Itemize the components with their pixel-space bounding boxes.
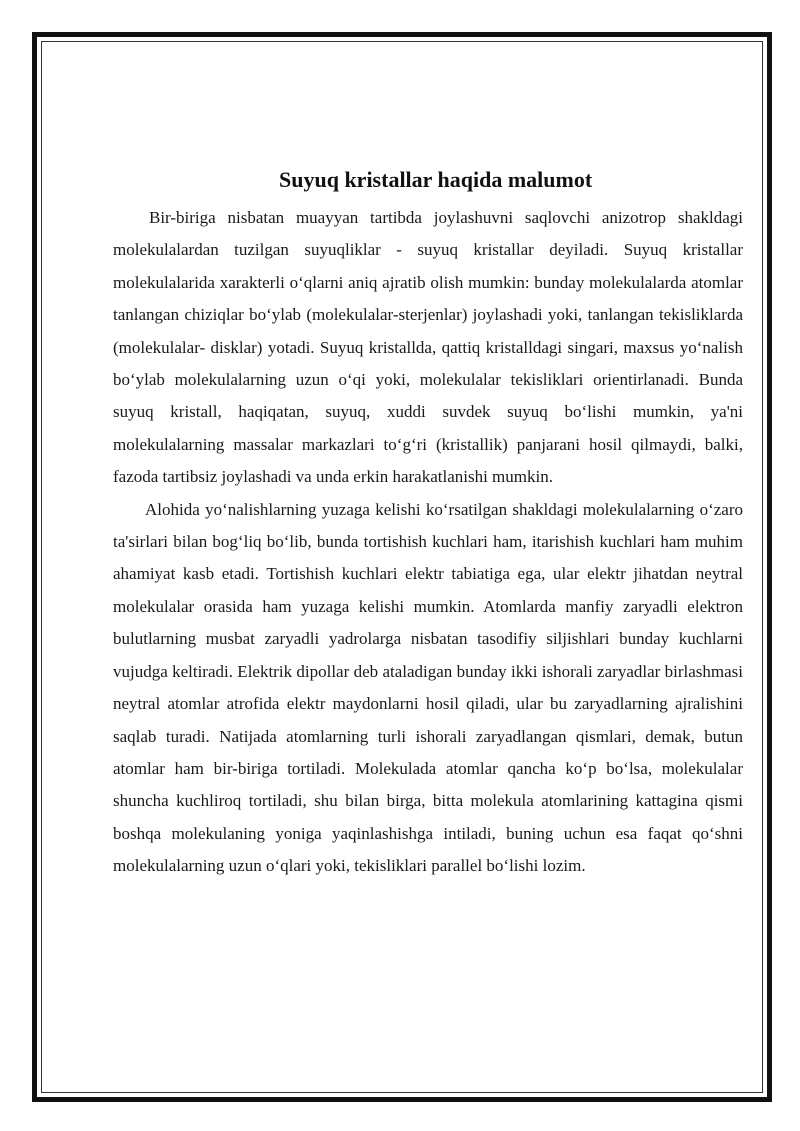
document-body: [113, 162, 743, 883]
paragraph-2: Alohida yo‘nalishlarning yuzaga kelishi ko‘rsatilgan shakldagi molekulalarning o‘zaro ta'sirlari bilan bog‘liq bo‘lib, bunda tortishish kuchlari ham, itarishish kuchlari ham muhim ahamiyat kasb etadi. Tortishish kuchlari elektr tabiatiga ega, ular elektr jihatdan neytral molekulalar orasida ham yuzaga kelishi mumkin. Atomlarda manfiy zaryadli elektron bulutlarning musbat zaryadli yadrolarga nisbatan tasodifiy siljishlari bunday kuchlarni vujudga keltiradi. Elektrik dipollar deb ataladigan bunday ikki ishorali zaryadlar birlashmasi neytral atomlar atrofida elektr maydonlarni hosil qiladi, ular bu zaryadlarning ajralishini saqlab turadi. Natijada atomlarning turli ishorali zaryadlangan qismlari, demak, butun atomlar ham bir-biriga tortiladi. Molekulada atomlar qancha ko‘p bo‘lsa, molekulalar shuncha kuchliroq tortiladi, shu bilan birga, bitta molekula atomlarining kattagina qismi boshqa molekulaning yoniga yaqinlashishga intiladi, buning uchun esa faqat qo‘shni molekulalarning uzun o‘qlari yoki, tekisliklari parallel bo‘lishi lozim.: [113, 499, 743, 876]
paragraph-1: Bir-biriga nisbatan muayyan tartibda joylashuvni saqlovchi anizotrop shakldagi molekulalardan tuzilgan suyuqliklar - suyuq kristallar deyiladi. Suyuq kristallar molekulalarida xarakterli o‘qlarni aniq ajratib olish mumkin: bunday molekulalarda atomlar tanlangan chiziqlar bo‘ylab (molekulalar-sterjenlar) joylashadi yoki, tanlangan tekisliklarda (molekulalar- disklar) yotadi. Suyuq kristallda, qattiq kristalldagi singari, maxsus yo‘nalish bo‘ylab molekulalarning uzun o‘qi yoki, molekulalar tekisliklari orientirlanadi. Bunda suyuq kristall, haqiqatan, suyuq, xuddi suvdek suyuq bo‘lishi mumkin, ya'ni molekulalarning massalar markazlari to‘g‘ri (kristallik) panjarani hosil qilmaydi, balki, fazoda tartibsiz joylashadi va unda erkin harakatlanishi mumkin.: [113, 208, 743, 487]
document-title: Suyuq kristallar haqida malumot: [279, 167, 593, 192]
